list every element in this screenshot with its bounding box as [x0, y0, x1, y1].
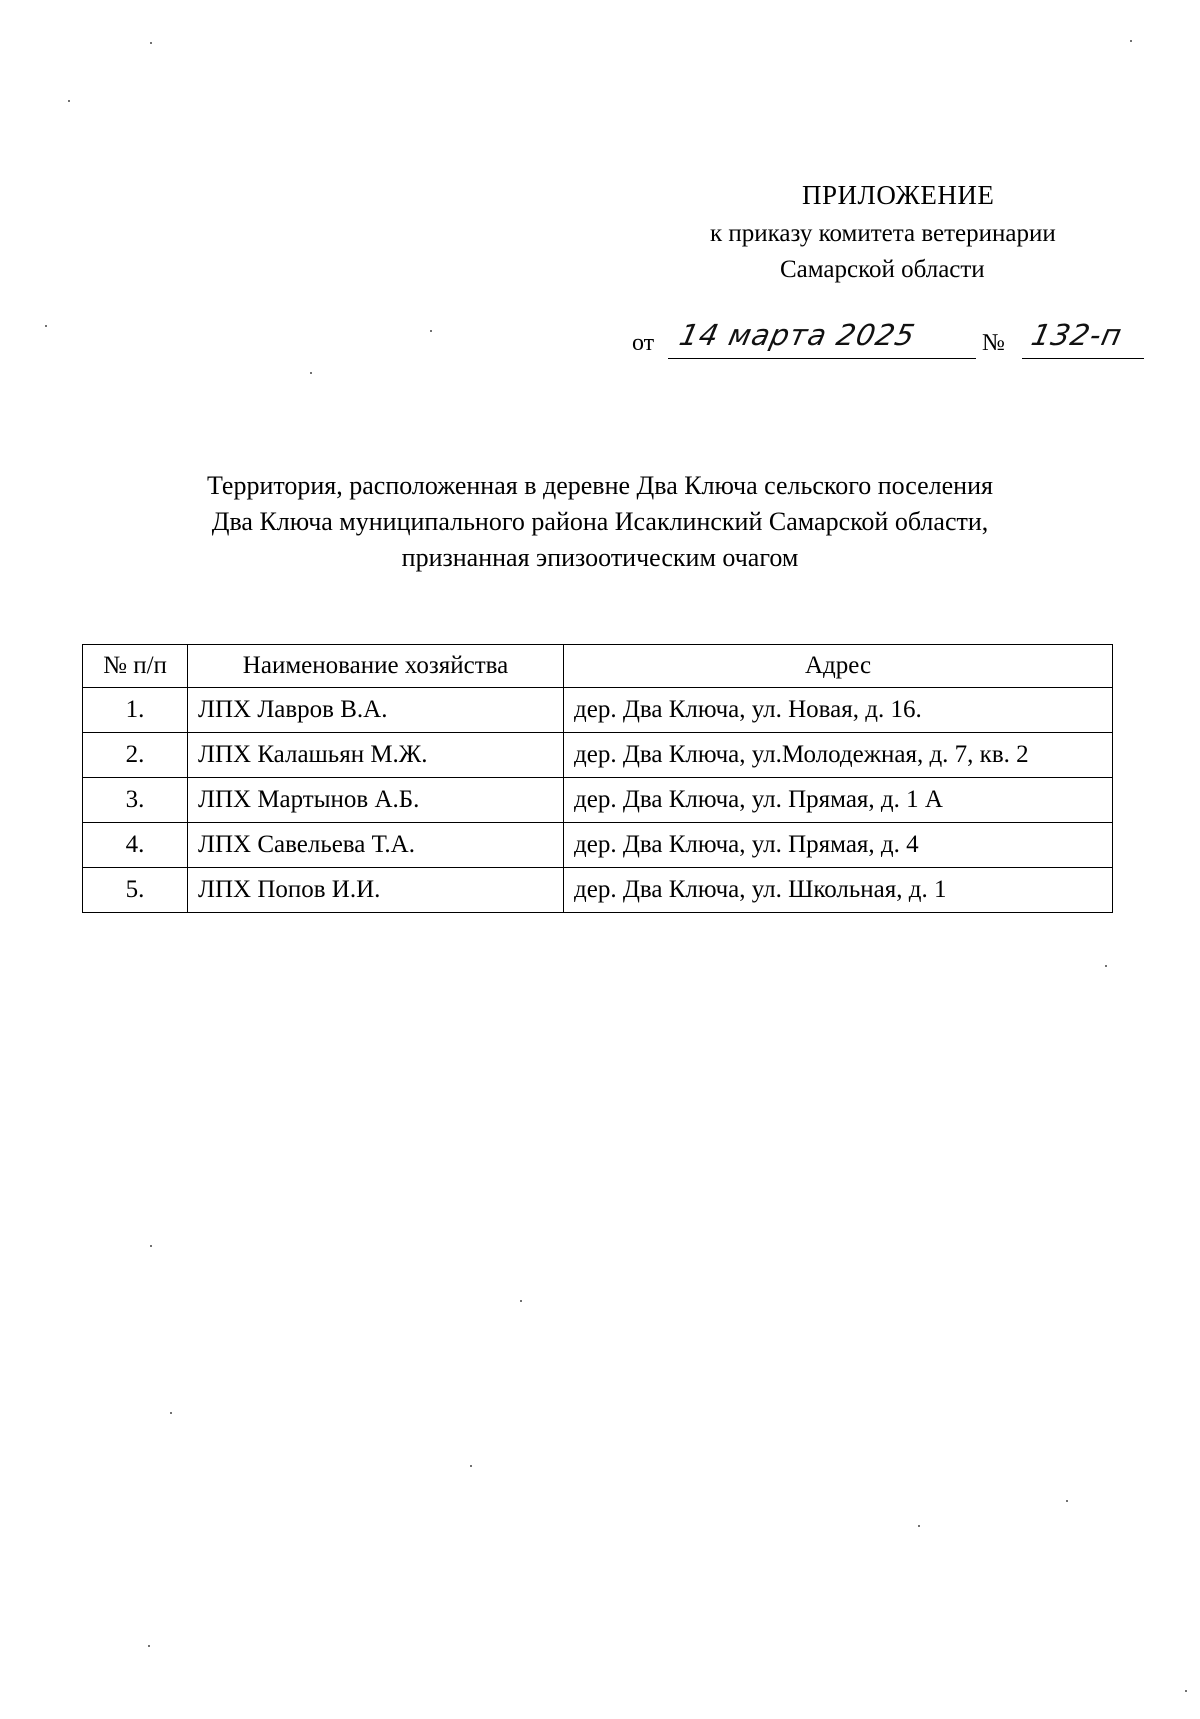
scan-speck	[1130, 40, 1132, 42]
order-date-handwritten: 14 марта 2025	[676, 318, 919, 352]
cell-name: ЛПХ Попов И.И.	[188, 868, 564, 913]
scan-speck	[148, 1645, 150, 1647]
scan-speck	[150, 1245, 152, 1247]
order-number-label: №	[982, 330, 1005, 356]
scan-speck	[310, 372, 312, 374]
cell-num: 1.	[83, 688, 188, 733]
cell-name: ЛПХ Мартынов А.Б.	[188, 778, 564, 823]
scan-speck	[430, 330, 432, 332]
scan-speck	[150, 42, 152, 44]
table-row	[83, 733, 1113, 778]
header-name: Наименование хозяйства	[188, 645, 564, 688]
scan-speck	[1105, 965, 1107, 967]
document-heading	[150, 468, 1050, 576]
attachment-line-2: Самарской области	[780, 256, 985, 283]
header-address: Адрес	[564, 645, 1113, 688]
scan-speck	[1185, 1690, 1187, 1692]
cell-address: дер. Два Ключа, ул. Прямая, д. 1 А	[564, 778, 1113, 823]
table-row	[83, 868, 1113, 913]
cell-num: 2.	[83, 733, 188, 778]
attachment-line-1: к приказу комитета ветеринарии	[710, 220, 1056, 247]
cell-name: ЛПХ Калашьян М.Ж.	[188, 733, 564, 778]
order-number-field	[1022, 320, 1144, 359]
scan-speck	[170, 1412, 172, 1414]
scan-speck	[1066, 1500, 1068, 1502]
heading-line-1: Территория, расположенная в деревне Два Ключа сельского поселения	[207, 471, 993, 500]
scan-speck	[520, 1300, 522, 1302]
cell-num: 4.	[83, 823, 188, 868]
order-number-handwritten: 132-п	[1028, 318, 1126, 352]
scan-speck	[470, 1465, 472, 1467]
table-row	[83, 688, 1113, 733]
scan-speck	[45, 325, 47, 327]
scan-speck	[68, 100, 70, 102]
cell-address: дер. Два Ключа, ул.Молодежная, д. 7, кв. 2	[564, 733, 1113, 778]
table-row	[83, 778, 1113, 823]
scan-speck	[918, 1525, 920, 1527]
cell-address: дер. Два Ключа, ул. Школьная, д. 1	[564, 868, 1113, 913]
order-reference	[630, 320, 1150, 364]
table-header-row	[83, 645, 1113, 688]
cell-num: 3.	[83, 778, 188, 823]
heading-line-3: признанная эпизоотическим очагом	[401, 543, 799, 572]
farms-table	[82, 644, 1113, 913]
heading-line-2: Два Ключа муниципального района Исаклинский Самарской области,	[211, 507, 989, 536]
order-from-label: от	[632, 330, 655, 356]
table-row	[83, 823, 1113, 868]
cell-num: 5.	[83, 868, 188, 913]
attachment-title: ПРИЛОЖЕНИЕ	[802, 180, 995, 210]
order-date-field	[668, 320, 976, 359]
cell-name: ЛПХ Савельева Т.А.	[188, 823, 564, 868]
cell-name: ЛПХ Лавров В.А.	[188, 688, 564, 733]
cell-address: дер. Два Ключа, ул. Новая, д. 16.	[564, 688, 1113, 733]
cell-address: дер. Два Ключа, ул. Прямая, д. 4	[564, 823, 1113, 868]
header-num: № п/п	[83, 645, 188, 688]
